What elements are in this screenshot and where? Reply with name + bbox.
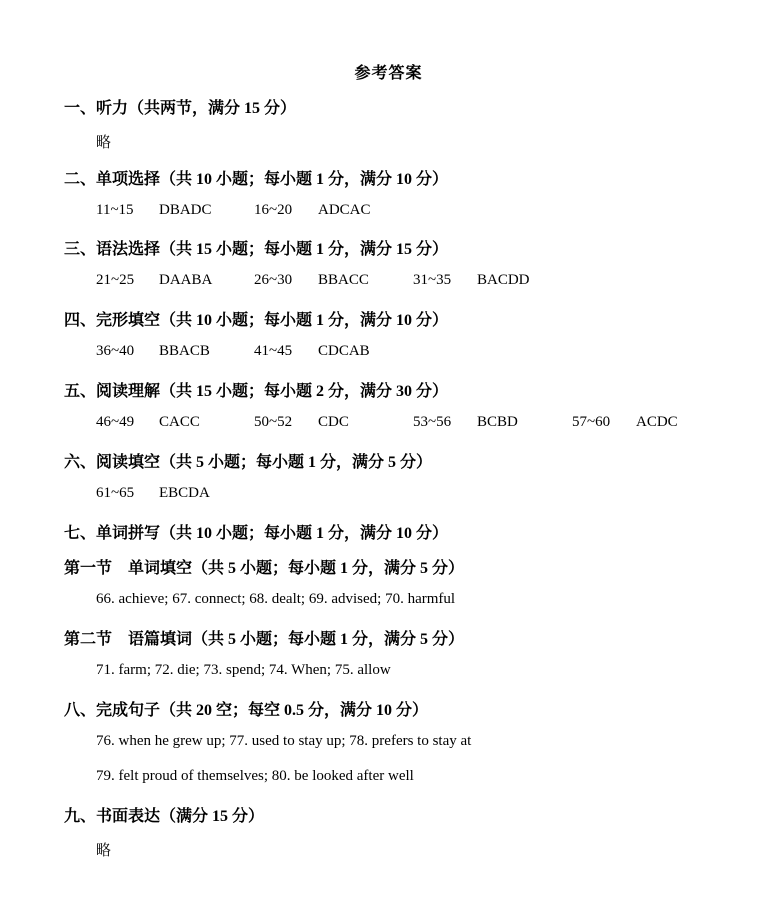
question-range: 11~15 — [96, 202, 134, 218]
answer-letters: BCBD — [477, 414, 518, 430]
question-range: 57~60 — [572, 414, 611, 430]
subsection-heading-passage-fill: 第二节 语篇填词（共 5 小题；每小题 1 分，满分 5 分） — [64, 631, 465, 648]
answer-line-word-fill: 66. achieve; 67. connect; 68. dealt; 69. advised; 70. harmful — [96, 591, 456, 607]
section-content-listening: 略 — [96, 135, 112, 151]
question-range: 50~52 — [254, 414, 293, 430]
answer-line-passage-fill: 71. farm; 72. die; 73. spend; 74. When; 75. allow — [96, 662, 391, 678]
answer-letters: BBACC — [318, 272, 369, 288]
section-heading-reading-fill: 六、阅读填空（共 5 小题；每小题 1 分，满分 5 分） — [64, 454, 433, 471]
question-range: 21~25 — [96, 272, 135, 288]
section-heading-grammar: 三、语法选择（共 15 小题；每小题 1 分，满分 15 分） — [64, 241, 449, 258]
answer-letters: ACDC — [636, 414, 678, 430]
question-range: 46~49 — [96, 414, 135, 430]
page-title: 参考答案 — [354, 65, 423, 82]
section-heading-spelling: 七、单词拼写（共 10 小题；每小题 1 分，满分 10 分） — [64, 525, 449, 542]
answer-letters: CDCAB — [318, 343, 370, 359]
question-range: 16~20 — [254, 202, 293, 218]
section-content-writing: 略 — [96, 843, 112, 859]
answer-letters: CDC — [318, 414, 349, 430]
answer-line-sentence-1: 76. when he grew up; 77. used to stay up; 78. prefers to stay at — [96, 733, 472, 749]
question-range: 36~40 — [96, 343, 135, 359]
answer-letters: DBADC — [159, 202, 212, 218]
question-range: 26~30 — [254, 272, 293, 288]
answer-letters: BACDD — [477, 272, 530, 288]
answer-letters: CACC — [159, 414, 200, 430]
subsection-heading-word-fill: 第一节 单词填空（共 5 小题；每小题 1 分，满分 5 分） — [64, 560, 465, 577]
question-range: 31~35 — [413, 272, 452, 288]
section-heading-reading: 五、阅读理解（共 15 小题；每小题 2 分，满分 30 分） — [64, 383, 449, 400]
answer-line-sentence-2: 79. felt proud of themselves; 80. be looked after well — [96, 768, 414, 784]
question-range: 53~56 — [413, 414, 452, 430]
answer-letters: EBCDA — [159, 485, 210, 501]
section-heading-single-choice: 二、单项选择（共 10 小题；每小题 1 分，满分 10 分） — [64, 171, 449, 188]
section-heading-listening: 一、听力（共两节，满分 15 分） — [64, 100, 297, 117]
section-heading-writing: 九、书面表达（满分 15 分） — [64, 808, 265, 825]
section-heading-sentence-completion: 八、完成句子（共 20 空；每空 0.5 分，满分 10 分） — [64, 702, 429, 719]
section-heading-cloze: 四、完形填空（共 10 小题；每小题 1 分，满分 10 分） — [64, 312, 449, 329]
answer-letters: ADCAC — [318, 202, 371, 218]
answer-letters: BBACB — [159, 343, 210, 359]
question-range: 61~65 — [96, 485, 135, 501]
question-range: 41~45 — [254, 343, 293, 359]
answer-letters: DAABA — [159, 272, 213, 288]
